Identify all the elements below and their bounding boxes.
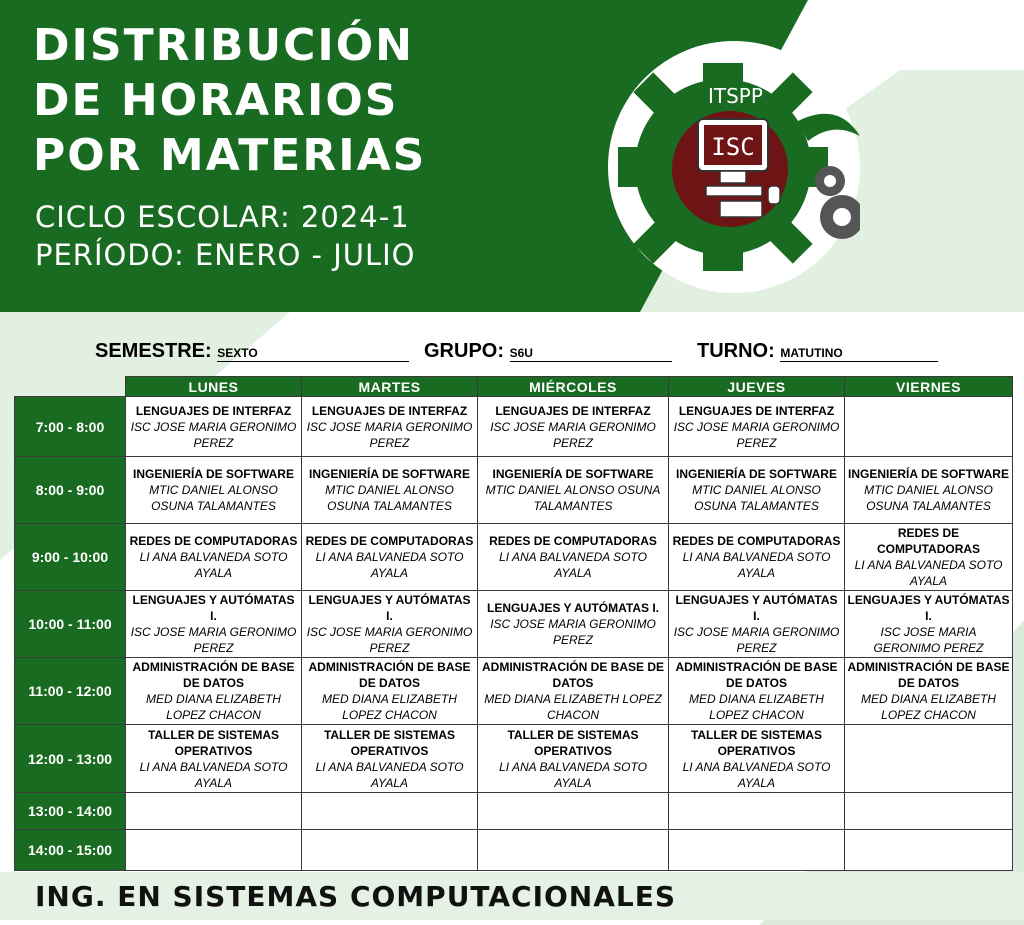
time-slot: 7:00 - 8:00 — [15, 397, 126, 457]
grupo-label: GRUPO: — [424, 340, 504, 362]
teacher-name: MTIC DANIEL ALONSO OSUNA TALAMANTES — [692, 483, 821, 513]
subject-name: LENGUAJES Y AUTÓMATAS I. — [486, 601, 660, 615]
logo-arc-text: ITSPP — [708, 84, 763, 108]
schedule-row — [15, 725, 1013, 793]
gear-computer-icon — [608, 41, 860, 293]
title-line-2: DE HORARIOS — [33, 75, 399, 126]
teacher-name: LI ANA BALVANEDA SOTO AYALA — [315, 550, 464, 580]
periodo: PERÍODO: ENERO - JULIO — [35, 238, 416, 272]
corner-cell — [15, 377, 126, 397]
career-name: ING. EN SISTEMAS COMPUTACIONALES — [35, 880, 677, 913]
day-header: MARTES — [302, 377, 478, 397]
schedule-cell — [669, 830, 845, 871]
schedule-cell — [126, 397, 302, 457]
subject-name: LENGUAJES Y AUTÓMATAS I. — [308, 593, 471, 623]
subject-name: TALLER DE SISTEMAS OPERATIVOS — [507, 727, 639, 758]
teacher-name: ISC JOSE MARIA GERONIMO PEREZ — [130, 419, 297, 450]
schedule-cell — [126, 830, 302, 871]
teacher-name: LI ANA BALVANEDA SOTO AYALA — [854, 558, 1003, 588]
schedule-cell — [302, 591, 478, 658]
subject-name: INGENIERÍA DE SOFTWARE — [848, 467, 1009, 481]
time-slot: 9:00 - 10:00 — [15, 524, 126, 591]
semestre-label: SEMESTRE: — [95, 340, 212, 362]
subject-name: LENGUAJES DE INTERFAZ — [135, 403, 292, 418]
title-line-3: POR MATERIAS — [33, 130, 427, 181]
subject-name: ADMINISTRACIÓN DE BASE DE DATOS — [481, 660, 664, 690]
subject-name: TALLER DE SISTEMAS OPERATIVOS — [323, 727, 456, 758]
schedule-cell — [302, 397, 478, 457]
schedule-table — [14, 376, 1013, 871]
schedule-cell — [669, 524, 845, 591]
teacher-name: LI ANA BALVANEDA SOTO AYALA — [682, 759, 831, 790]
subject-name: ADMINISTRACIÓN DE BASE DE DATOS — [675, 660, 838, 690]
teacher-name: ISC JOSE MARIA GERONIMO PEREZ — [306, 419, 473, 450]
subject-name: REDES DE COMPUTADORAS — [489, 534, 657, 548]
day-header: VIERNES — [845, 377, 1013, 397]
day-header: LUNES — [126, 377, 302, 397]
schedule-cell — [845, 725, 1013, 793]
teacher-name: ISC JOSE MARIA GERONIMO PEREZ — [306, 625, 473, 655]
schedule-cell — [845, 658, 1013, 725]
turno-label: TURNO: — [697, 340, 775, 362]
teacher-name: LI ANA BALVANEDA SOTO AYALA — [499, 759, 647, 790]
teacher-name: ISC JOSE MARIA GERONIMO PEREZ — [873, 625, 984, 655]
teacher-name: MED DIANA ELIZABETH LOPEZ CHACON — [689, 692, 824, 722]
schedule-cell — [845, 830, 1013, 871]
time-slot: 13:00 - 14:00 — [15, 793, 126, 830]
schedule-cell — [478, 397, 669, 457]
schedule-body — [15, 397, 1013, 871]
subject-name: REDES DE COMPUTADORAS — [672, 534, 841, 548]
schedule-row — [15, 591, 1013, 658]
schedule-cell — [669, 658, 845, 725]
schedule-cell — [845, 457, 1013, 524]
teacher-name: MED DIANA ELIZABETH LOPEZ CHACON — [146, 692, 281, 722]
teacher-name: MED DIANA ELIZABETH LOPEZ CHACON — [484, 692, 662, 722]
day-header: JUEVES — [669, 377, 845, 397]
semestre-field — [95, 340, 409, 363]
subject-name: REDES DE COMPUTADORAS — [129, 534, 298, 548]
schedule-cell — [845, 591, 1013, 658]
subject-name: REDES DE COMPUTADORAS — [876, 526, 981, 556]
teacher-name: MED DIANA ELIZABETH LOPEZ CHACON — [322, 692, 457, 722]
page-title — [33, 18, 426, 183]
teacher-name: LI ANA BALVANEDA SOTO AYALA — [315, 759, 464, 790]
schedule-cell — [669, 725, 845, 793]
schedule-cell — [126, 725, 302, 793]
time-slot: 10:00 - 11:00 — [15, 591, 126, 658]
subject-name: LENGUAJES DE INTERFAZ — [495, 403, 651, 418]
schedule-cell — [302, 830, 478, 871]
teacher-name: LI ANA BALVANEDA SOTO AYALA — [682, 550, 831, 580]
subject-name: LENGUAJES Y AUTÓMATAS I. — [675, 593, 838, 623]
teacher-name: MTIC DANIEL ALONSO OSUNA TALAMANTES — [149, 483, 278, 513]
teacher-name: ISC JOSE MARIA GERONIMO PEREZ — [673, 419, 840, 450]
schedule-cell — [845, 397, 1013, 457]
schedule-cell — [126, 793, 302, 830]
schedule-cell — [302, 457, 478, 524]
day-header: MIÉRCOLES — [478, 377, 669, 397]
teacher-name: ISC JOSE MARIA GERONIMO PEREZ — [490, 617, 656, 647]
teacher-name: LI ANA BALVANEDA SOTO AYALA — [139, 550, 288, 580]
subject-name: TALLER DE SISTEMAS OPERATIVOS — [147, 727, 280, 758]
schedule-row — [15, 793, 1013, 830]
time-slot: 12:00 - 13:00 — [15, 725, 126, 793]
schedule-cell — [669, 457, 845, 524]
teacher-name: ISC JOSE MARIA GERONIMO PEREZ — [130, 625, 297, 655]
teacher-name: LI ANA BALVANEDA SOTO AYALA — [499, 550, 647, 580]
teacher-name: MTIC DANIEL ALONSO OSUNA TALAMANTES — [864, 483, 993, 513]
schedule-cell — [126, 457, 302, 524]
teacher-name: ISC JOSE MARIA GERONIMO PEREZ — [673, 625, 840, 655]
schedule-row — [15, 830, 1013, 871]
subject-name: LENGUAJES Y AUTÓMATAS I. — [847, 593, 1010, 623]
subject-name: REDES DE COMPUTADORAS — [305, 534, 474, 548]
subject-name: INGENIERÍA DE SOFTWARE — [676, 467, 837, 481]
teacher-name: MED DIANA ELIZABETH LOPEZ CHACON — [861, 692, 996, 722]
schedule-row — [15, 658, 1013, 725]
schedule-cell — [669, 591, 845, 658]
schedule-cell — [669, 793, 845, 830]
schedule-cell — [478, 457, 669, 524]
subject-name: LENGUAJES DE INTERFAZ — [678, 403, 835, 418]
schedule-cell — [302, 793, 478, 830]
small-gears-icon — [815, 166, 860, 239]
schedule-row — [15, 457, 1013, 524]
schedule-cell — [845, 524, 1013, 591]
subject-name: LENGUAJES DE INTERFAZ — [311, 403, 468, 418]
leaf-icon — [798, 114, 860, 141]
title-line-1: DISTRIBUCIÓN — [33, 20, 415, 71]
time-slot: 11:00 - 12:00 — [15, 658, 126, 725]
time-slot: 14:00 - 15:00 — [15, 830, 126, 871]
schedule-cell — [126, 591, 302, 658]
schedule-cell — [126, 658, 302, 725]
schedule-cell — [845, 793, 1013, 830]
turno-field — [697, 340, 938, 363]
schedule-cell — [126, 524, 302, 591]
teacher-name: MTIC DANIEL ALONSO OSUNA TALAMANTES — [485, 483, 661, 513]
teacher-name: LI ANA BALVANEDA SOTO AYALA — [139, 759, 288, 790]
subject-name: INGENIERÍA DE SOFTWARE — [309, 467, 470, 481]
schedule-cell — [478, 658, 669, 725]
subject-name: ADMINISTRACIÓN DE BASE DE DATOS — [132, 660, 295, 690]
subject-name: ADMINISTRACIÓN DE BASE DE DATOS — [847, 660, 1010, 690]
subject-name: INGENIERÍA DE SOFTWARE — [492, 467, 654, 481]
schedule-cell — [478, 793, 669, 830]
grupo-value: S6U — [510, 346, 672, 362]
turno-value: MATUTINO — [780, 346, 938, 362]
schedule-row — [15, 397, 1013, 457]
semestre-value: SEXTO — [217, 346, 409, 362]
subject-name: LENGUAJES Y AUTÓMATAS I. — [132, 593, 295, 623]
schedule-cell — [302, 524, 478, 591]
schedule-cell — [478, 830, 669, 871]
schedule-cell — [478, 591, 669, 658]
subject-name: INGENIERÍA DE SOFTWARE — [133, 467, 294, 481]
time-slot: 8:00 - 9:00 — [15, 457, 126, 524]
subject-name: TALLER DE SISTEMAS OPERATIVOS — [690, 727, 823, 758]
schedule-cell — [302, 658, 478, 725]
logo-monitor-text: ISC — [711, 133, 755, 161]
schedule-cell — [478, 725, 669, 793]
day-header-row — [15, 377, 1013, 397]
teacher-name: MTIC DANIEL ALONSO OSUNA TALAMANTES — [325, 483, 454, 513]
grupo-field — [424, 340, 672, 363]
itspp-logo — [608, 41, 860, 293]
schedule-cell — [478, 524, 669, 591]
schedule-cell — [669, 397, 845, 457]
ciclo-escolar: CICLO ESCOLAR: 2024-1 — [35, 200, 410, 234]
teacher-name: ISC JOSE MARIA GERONIMO PEREZ — [490, 419, 656, 450]
schedule-cell — [302, 725, 478, 793]
schedule-row — [15, 524, 1013, 591]
subject-name: ADMINISTRACIÓN DE BASE DE DATOS — [308, 660, 471, 690]
